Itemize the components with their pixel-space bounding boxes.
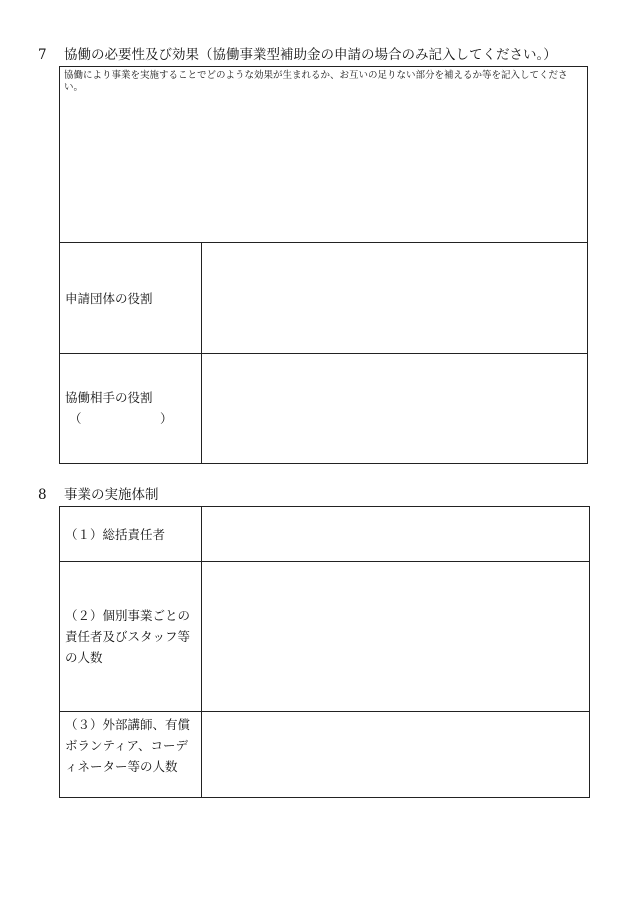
applicant-role-input[interactable] [202,243,587,353]
section-7-instruction: 協働により事業を実施することでどのような効果が生まれるか、お互いの足りない部分を補えるか等を記入してください。 [64,70,568,93]
project-staff-input[interactable] [202,562,589,711]
section-8-title: 事業の実施体制 [64,487,159,503]
section-7-table [59,66,588,464]
section-8-number: 8 [38,487,47,503]
section-7-number: 7 [38,47,47,63]
section-7-title: 協働の必要性及び効果（協働事業型補助金の申請の場合のみ記入してください。） [64,47,557,63]
partner-role-label: 協働相手の役割 [65,390,153,405]
partner-name-close-paren: ） [160,411,173,426]
partner-role-input[interactable] [202,354,587,463]
partner-name-field[interactable] [84,408,164,429]
section-8-heading [38,487,159,503]
external-staff-input[interactable] [202,712,589,797]
section-7-heading [38,47,557,63]
partner-name-open-paren: （ [69,411,82,426]
section-8-table [59,506,590,798]
general-manager-label: （１）総括責任者 [65,527,166,542]
project-staff-label: （２）個別事業ごとの責任者及びスタッフ等の人数 [65,608,191,665]
external-staff-label: （３）外部講師、有償ボランティア、コーディネーター等の人数 [65,717,191,774]
effect-input-area[interactable] [64,91,582,241]
applicant-role-label: 申請団体の役割 [65,291,153,306]
general-manager-input[interactable] [202,507,589,561]
